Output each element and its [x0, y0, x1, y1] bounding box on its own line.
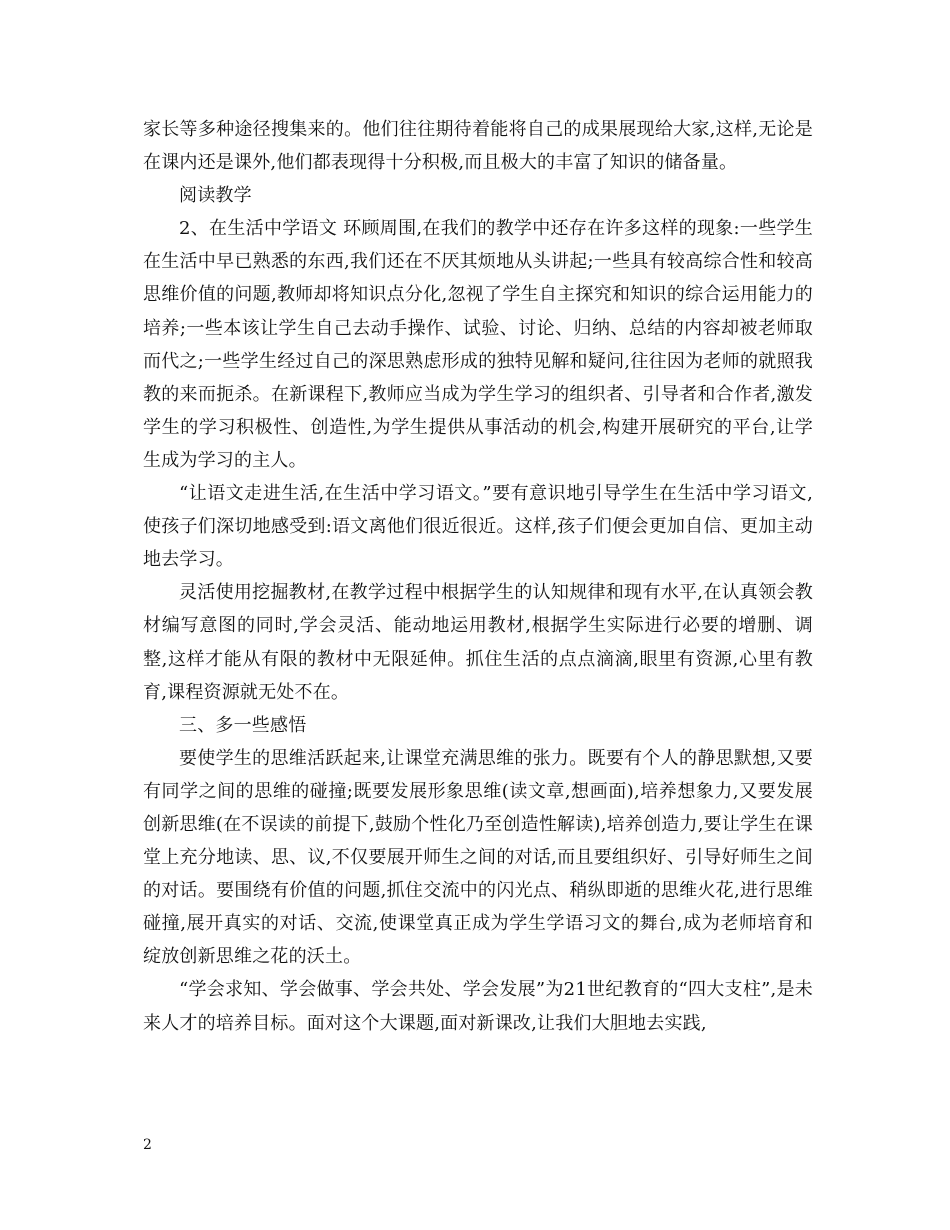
- section-heading-more-insight: 三、多一些感悟: [179, 714, 307, 736]
- paragraph-1: 家长等多种途径搜集来的。他们往往期待着能将自己的成果展现给大家,这样,无论是在课内还是课外,他们都表现得十分积极,而且极大的丰富了知识的储备量。: [143, 119, 813, 174]
- paragraph-active-thinking: 要使学生的思维活跃起来,让课堂充满思维的张力。既要有个人的静思默想,又要有同学之间的思维的碰撞;既要发展形象思维(读文章,想画面),培养想象力,又要发展创新思维(在不误读的前提下,鼓励个性化乃至创造性解读),培养创造力,要让学生在课堂上充分地读、思、议,不仅要展开师生之间的对话,而且要组织好、引导好师生之间的对话。要围绕有价值的问题,抓住交流中的闪光点、稍纵即逝的思维火花,进行思维碰撞,展开真实的对话、交流,使课堂真正成为学生学语习文的舞台,成为老师培育和绽放创新思维之花的沃土。: [143, 747, 813, 968]
- paragraph-learn-chinese-in-life: 2、在生活中学语文 环顾周围,在我们的教学中还存在许多这样的现象:一些学生在生活中早已熟悉的东西,我们还在不厌其烦地从头讲起;一些具有较高综合性和较高思维价值的问题,教师却将知识点分化,忽视了学生自主探究和知识的综合运用能力的培养;一些本该让学生自己去动手操作、试验、讨论、归纳、总结的内容却被老师取而代之;一些学生经过自己的深思熟虑形成的独特见解和疑问,往往因为老师的就照我教的来而扼杀。在新课程下,教师应当成为学生学习的组织者、引导者和合作者,激发学生的学习积极性、创造性,为学生提供从事活动的机会,构建开展研究的平台,让学生成为学习的主人。: [143, 218, 813, 471]
- document-body: [143, 113, 813, 1040]
- paragraph-chinese-into-life-quote: “让语文走进生活,在生活中学习语文。”要有意识地引导学生在生活中学习语文,使孩子们深切地感受到:语文离他们很近很近。这样,孩子们便会更加自信、更加主动地去学习。: [143, 483, 813, 571]
- page-number: 2: [143, 1137, 152, 1153]
- section-heading-reading-teaching: 阅读教学: [179, 185, 252, 207]
- paragraph-flexible-textbook-use: 灵活使用挖掘教材,在教学过程中根据学生的认知规律和现有水平,在认真领会教材编写意图的同时,学会灵活、能动地运用教材,根据学生实际进行必要的增删、调整,这样才能从有限的教材中无限延伸。抓住生活的点点滴滴,眼里有资源,心里有教育,课程资源就无处不在。: [143, 582, 813, 703]
- paragraph-four-pillars: “学会求知、学会做事、学会共处、学会发展”为21世纪教育的“四大支柱”,是未来人才的培养目标。面对这个大课题,面对新课改,让我们大胆地去实践,: [143, 979, 813, 1034]
